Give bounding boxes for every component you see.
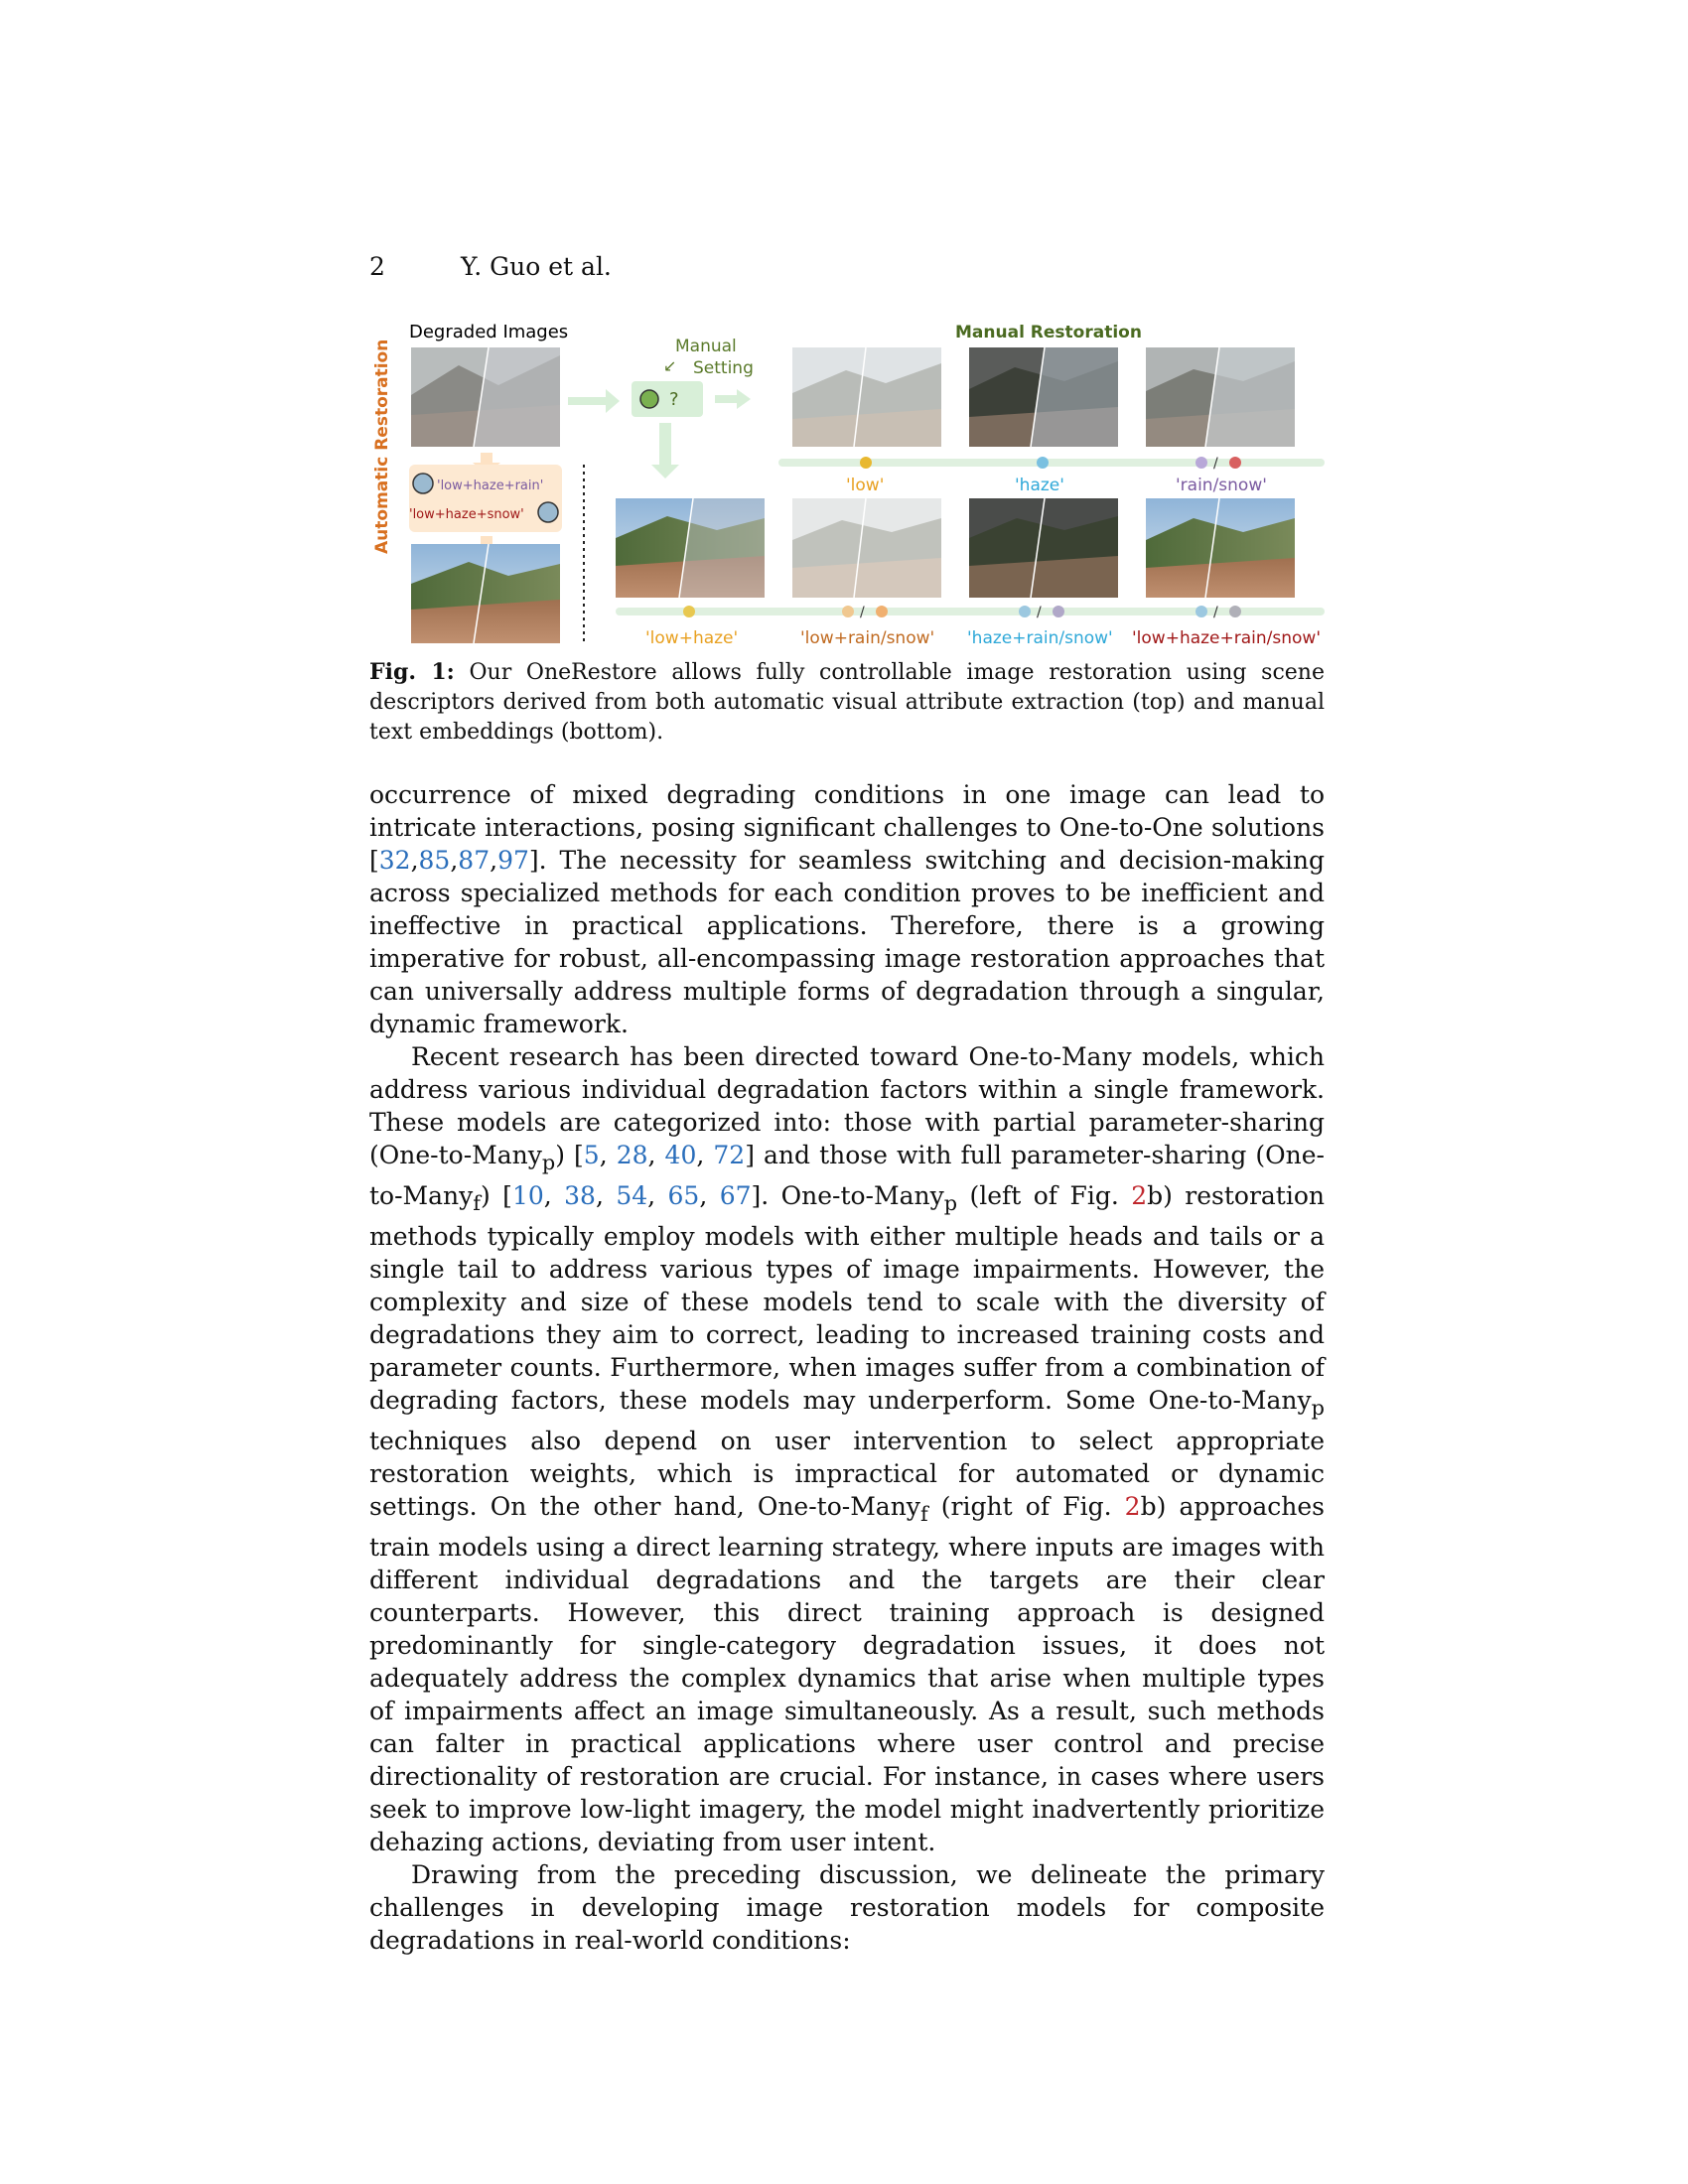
manual-bottom-image-all: [1146, 498, 1295, 598]
caption-label: Fig. 1:: [369, 659, 455, 685]
automatic-restoration-label: Automatic Restoration: [372, 339, 392, 554]
arrow-down-icon: [651, 423, 679, 478]
slider-dot: [683, 606, 695, 617]
figure-ref-link[interactable]: 2: [1124, 1492, 1141, 1521]
citation-link[interactable]: 97: [497, 846, 529, 875]
paragraph-2: Recent research has been directed toward One-to-Many models, which address various individual degradation factors within a single framework. These models are categorized into: those with partial parameter-sharing (One-to-Many$_p$) [5, 28, 40, 72] and those with full parameter-sharing (One-to-Many$_f$) [10, 38, 54, 65, 67]. One-to-Many$_p$ (left of Fig. 2b) restoration methods typically employ models with either multiple heads and tails or a single tail to address various types of image impairments. However, the complexity and size of these models tend to scale with the diversity of degradations they aim to correct, leading to increased training costs and parameter counts. Furthermore, when images suffer from a combination of degrading factors, these models may underperform. Some One-to-Many$_p$ techniques also depend on user intervention to select appropriate restoration weights, which is impractical for automated or dynamic settings. On the other hand, One-to-Many$_f$ (right of Fig. 2b) approaches train models using a direct learning strategy, where inputs are images with different individual degradations and the targets are their clear counterparts. However, this direct training approach is designed predominantly for single-category degradation issues, it does not adequately address the complex dynamics that arise when multiple types of impairments affect an image simultaneously. As a result, such methods can falter in practical applications where user control and precise directionality of restoration are crucial. For instance, in cases where users seek to improve low-light imagery, the model might inadvertently prioritize dehazing actions, deviating from user intent.: [369, 1042, 1326, 1856]
citation-link[interactable]: 28: [616, 1141, 648, 1169]
citation-link[interactable]: 5: [583, 1141, 600, 1169]
citation-link[interactable]: 67: [719, 1181, 752, 1210]
citation-link[interactable]: 54: [616, 1181, 648, 1210]
citation-link[interactable]: 10: [511, 1181, 544, 1210]
slider-dot: [876, 606, 888, 617]
slider-dot: [1196, 606, 1207, 617]
label-haze-rain-snow: 'haze+rain/snow': [967, 628, 1113, 648]
svg-text:/: /: [860, 605, 865, 620]
citation-link[interactable]: 85: [418, 846, 451, 875]
slider-dot: [1229, 606, 1241, 617]
manual-bottom-image-low-rain-snow: [792, 498, 941, 598]
manual-restoration-title: Manual Restoration: [955, 323, 1142, 342]
slider-dot: [1053, 606, 1064, 617]
slider-dot: [1019, 606, 1031, 617]
citation-link[interactable]: 72: [713, 1141, 746, 1169]
citation-link[interactable]: 32: [378, 846, 411, 875]
label-low: 'low': [846, 476, 885, 495]
manual-top-image-haze: [969, 347, 1118, 447]
bottom-slider-track: [616, 608, 1325, 615]
svg-text:/: /: [1213, 456, 1218, 472]
slider-dot: [842, 606, 854, 617]
slider-dot-haze: [1037, 457, 1049, 469]
manual-bottom-image-low-haze: [616, 498, 765, 598]
citation-link[interactable]: 40: [664, 1141, 697, 1169]
citation-link[interactable]: 65: [667, 1181, 700, 1210]
setting-question: ?: [669, 389, 679, 410]
slider-dot-rain: [1196, 457, 1207, 469]
degraded-images-title: Degraded Images: [409, 322, 569, 342]
slider-dot-snow: [1229, 457, 1241, 469]
page-number: 2: [369, 252, 385, 281]
citation-link[interactable]: 87: [458, 846, 491, 875]
figure-ref-link[interactable]: 2: [1131, 1181, 1148, 1210]
auto-descriptor-2: 'low+haze+snow': [409, 507, 524, 522]
figure-graphics: [369, 316, 1325, 649]
arrow-right-icon: [568, 389, 620, 413]
degraded-input-image: [411, 347, 560, 447]
manual-top-image-rain-snow: [1146, 347, 1295, 447]
manual-setting-line2: Setting: [693, 358, 754, 378]
setting-dot-icon: [640, 390, 658, 408]
label-haze: 'haze': [1015, 476, 1064, 495]
figure-1: [369, 316, 1325, 649]
label-low-haze: 'low+haze': [645, 628, 739, 648]
label-rain-snow: 'rain/snow': [1176, 476, 1267, 495]
figure-caption: [369, 657, 1325, 748]
manual-bottom-image-haze-rain-snow: [969, 498, 1118, 598]
label-low-haze-rain-snow: 'low+haze+rain/snow': [1132, 628, 1322, 648]
body-text: [369, 778, 1325, 1957]
label-low-rain-snow: 'low+rain/snow': [800, 628, 935, 648]
auto-descriptor-1: 'low+haze+rain': [437, 478, 544, 493]
manual-setting-line1: Manual: [675, 337, 737, 356]
running-authors: Y. Guo et al.: [461, 252, 612, 281]
svg-text:/: /: [1037, 605, 1042, 620]
caption-text: Our OneRestore allows fully controllable image restoration using scene descriptors derived from both automatic visual attribute extraction (top) and manual text embeddings (bottom).: [369, 660, 1325, 745]
slider-dot-low: [860, 457, 872, 469]
manual-setting-arrow: ↙: [663, 356, 677, 375]
svg-text:/: /: [1213, 605, 1218, 620]
paragraph-1: occurrence of mixed degrading conditions in one image can lead to intricate interactions, posing significant challenges to One-to-One solutions [32,85,87,97]. The necessity for seamless switching and decision-making across specialized methods for each condition proves to be inefficient and ineffective in practical applications. Therefore, there is a growing imperative for robust, all-encompassing image restoration approaches that can universally address multiple forms of degradation through a singular, dynamic framework.: [369, 780, 1325, 1038]
arrow-right-icon: [715, 389, 751, 409]
manual-top-image-low: [792, 347, 941, 447]
paragraph-3: Drawing from the preceding discussion, we delineate the primary challenges in developing image restoration models for composite degradations in real-world conditions:: [369, 1860, 1325, 1955]
citation-link[interactable]: 38: [564, 1181, 596, 1210]
auto-restored-image: [411, 544, 560, 643]
